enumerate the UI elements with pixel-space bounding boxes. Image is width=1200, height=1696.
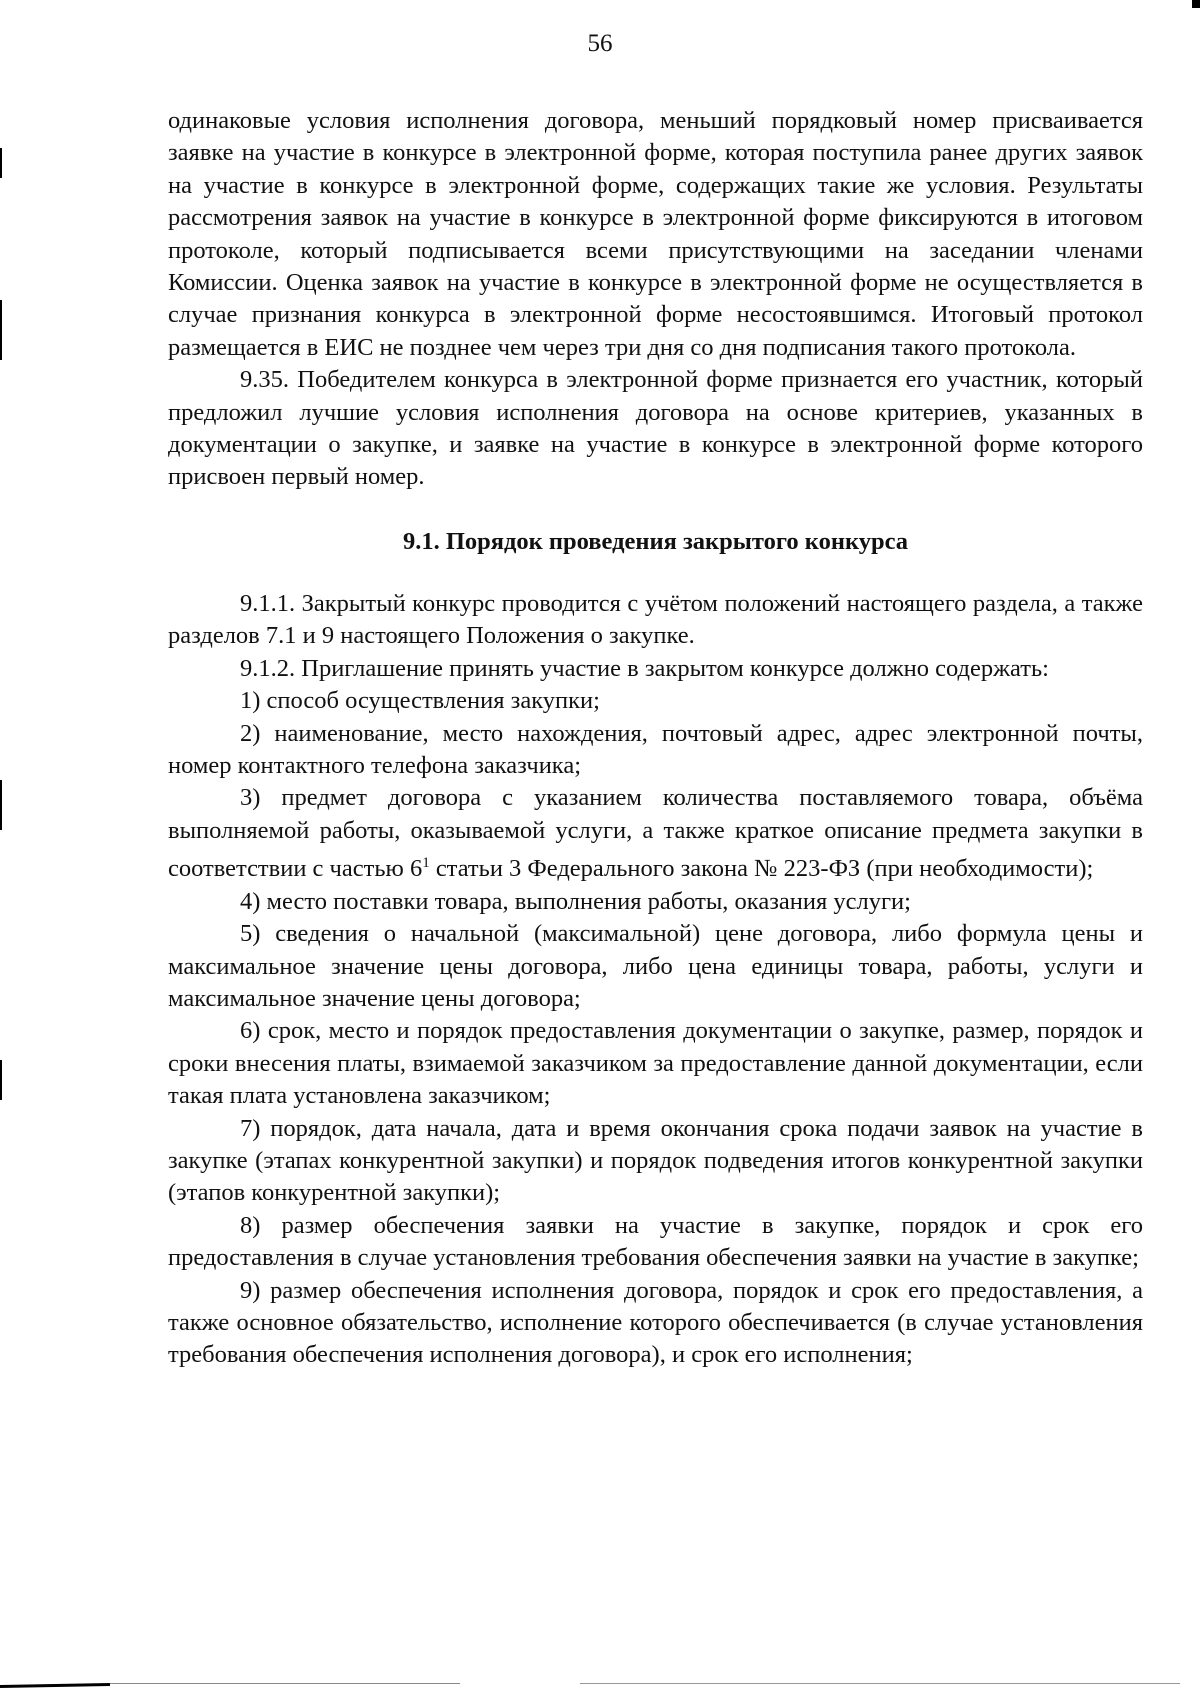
- superscript: 1: [422, 855, 430, 872]
- scan-edge-mark-left-2: [0, 300, 2, 360]
- list-item-3-text-end: статьи 3 Федерального закона № 223-ФЗ (при необходимости);: [429, 855, 1094, 883]
- document-body: [168, 105, 1143, 1372]
- scan-edge-bottom-line: [110, 1683, 460, 1684]
- list-item-4: 4) место поставки товара, выполнения работы, оказания услуги;: [240, 887, 911, 915]
- paragraph-continuation: одинаковые условия исполнения договора, меньший порядковый номер присваивается заявке на участие в конкурсе в электронной форме, которая поступила ранее других заявок на участие в конкурсе в электронной форме, содержащих такие же условия. Результаты рассмотрения заявок на участие в конкурсе в электронной форме фиксируются в итоговом протоколе, который подписывается всеми присутствующими на заседании членами Комиссии. Оценка заявок на участие в конкурсе в электронной форме не осуществляется в случае признания конкурса в электронной форме несостоявшимся. Итоговый протокол размещается в ЕИС не позднее чем через три дня со дня подписания такого протокола.: [168, 107, 1143, 361]
- scan-edge-mark-left-4: [0, 1060, 2, 1100]
- list-item-9: 9) размер обеспечения исполнения договора, порядок и срок его предоставления, а также основное обязательство, исполнение которого обеспечивается (в случае установления требования обеспечения исполнения договора), и срок его исполнения;: [168, 1276, 1143, 1369]
- list-item-7: 7) порядок, дата начала, дата и время окончания срока подачи заявок на участие в закупке (этапах конкурентной закупки) и порядок подведения итогов конкурентной закупки (этапов конкурентной закупки);: [168, 1114, 1143, 1207]
- section-heading: 9.1. Порядок проведения закрытого конкурса: [402, 527, 909, 555]
- list-item-5: 5) сведения о начальной (максимальной) цене договора, либо формула цены и максимальное значение цены договора, либо цена единицы товара, работы, услуги и максимальное значение цены договора;: [168, 920, 1143, 1012]
- scan-edge-bottom-left: [0, 1683, 110, 1688]
- scan-edge-mark-left-3: [0, 780, 2, 830]
- paragraph-9-1-1: 9.1.1. Закрытый конкурс проводится с учётом положений настоящего раздела, а также разделов 7.1 и 9 настоящего Положения о закупке.: [168, 589, 1143, 650]
- list-item-6: 6) срок, место и порядок предоставления документации о закупке, размер, порядок и сроки внесения платы, взимаемой заказчиком за предоставление данной документации, если такая плата установлена заказчиком;: [168, 1017, 1143, 1110]
- paragraph-9-35: 9.35. Победителем конкурса в электронной форме признается его участник, который предложил лучшие условия исполнения договора на основе критериев, указанных в документации о закупке, и заявке на участие в конкурсе в электронной форме которого присвоен первый номер.: [168, 366, 1143, 491]
- scan-edge-bottom-line-right: [580, 1683, 1180, 1684]
- scan-edge-mark-left-1: [0, 148, 2, 178]
- list-item-3: [168, 782, 1143, 885]
- scan-edge-mark-top-right: [1192, 0, 1200, 8]
- page-number: 56: [587, 30, 613, 57]
- list-item-8: 8) размер обеспечения заявки на участие в закупке, порядок и срок его предоставления в случае установления требования обеспечения заявки на участие в закупке;: [168, 1211, 1143, 1272]
- paragraph-9-1-2: 9.1.2. Приглашение принять участие в закрытом конкурсе должно содержать:: [240, 654, 1049, 682]
- list-item-1: 1) способ осуществления закупки;: [240, 687, 600, 715]
- list-item-2: 2) наименование, место нахождения, почтовый адрес, адрес электронной почты, номер контактного телефона заказчика;: [168, 719, 1143, 779]
- list-item-3-text: 3) предмет договора с указанием количества поставляемого товара, объёма выполняемой работы, оказываемой услуги, а также краткое описание предмета закупки в соответствии с частью 6: [168, 784, 1143, 883]
